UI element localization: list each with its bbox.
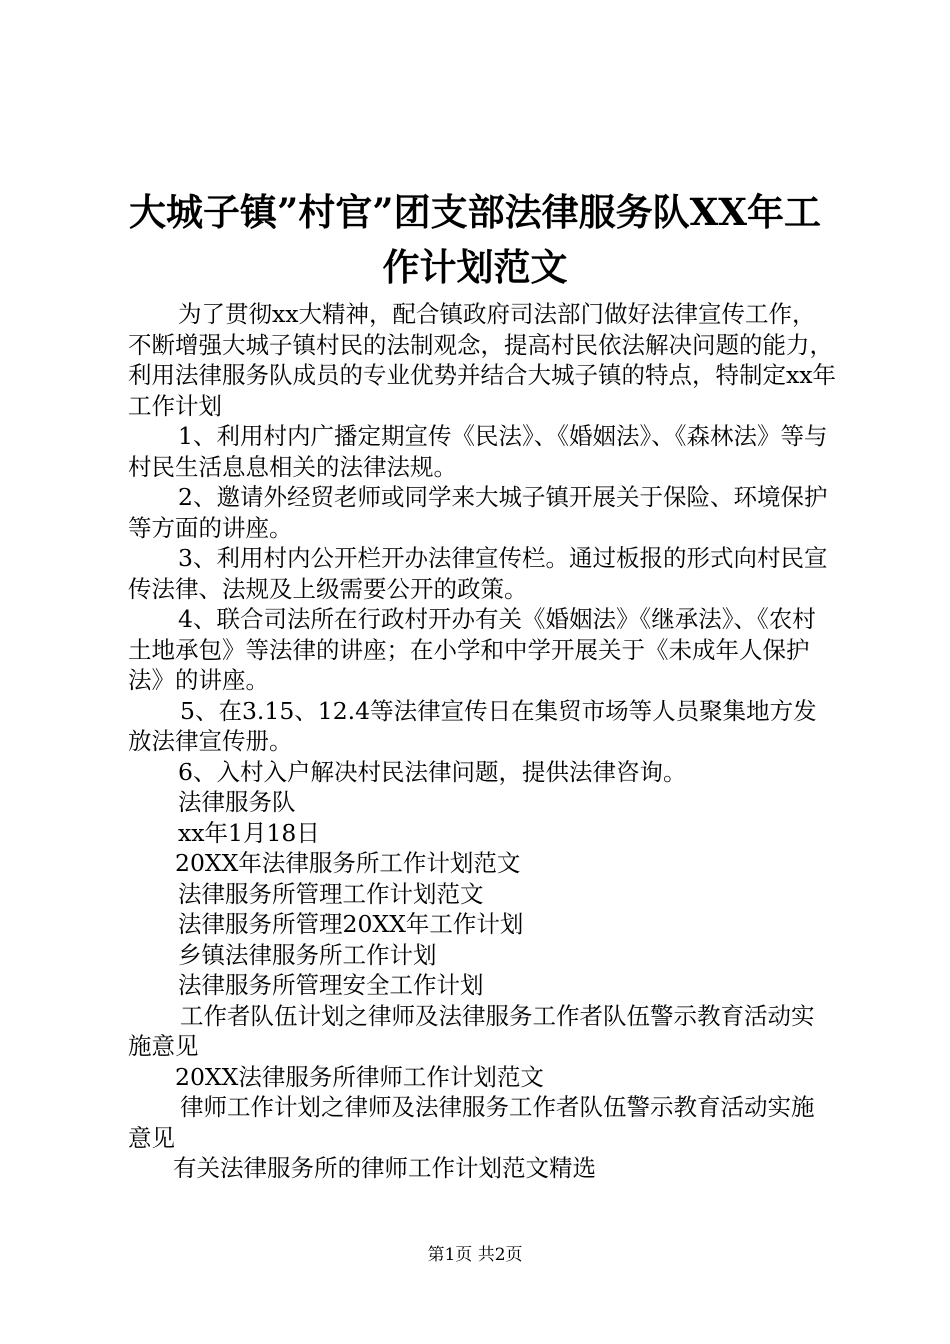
paragraph-item-6: 6、入村入户解决村民法律问题，提供法律咨询。	[178, 757, 687, 786]
signature-date: xx年1月18日	[178, 818, 320, 847]
paragraph-item-4: 4、联合司法所在行政村开办有关《婚姻法》《继承法》、《农村土地承包》等法律的讲座；在小学和中学开展关于《未成年人保护法》的讲座。	[128, 605, 816, 694]
document-title-line-1: 大城子镇”村官”团支部法律服务队XX年工	[129, 190, 821, 234]
paragraph-item-2: 2、邀请外经贸老师或同学来大城子镇开展关于保险、环境保护等方面的讲座。	[128, 483, 828, 542]
paragraph-item-1: 1、利用村内广播定期宣传《民法》、《婚姻法》、《森林法》等与村民生活息息相关的法律法规。	[128, 422, 828, 481]
paragraph-intro: 为了贯彻xx大精神，配合镇政府司法部门做好法律宣传工作，不断增强大城子镇村民的法制观念，提高村民依法解决问题的能力，利用法律服务队成员的专业优势并结合大城子镇的特点，特制定xx年工作计划	[128, 300, 837, 420]
signature-team: 法律服务队	[178, 788, 296, 816]
related-link-4: 乡镇法律服务所工作计划	[178, 940, 437, 969]
paragraph-item-3: 3、利用村内公开栏开办法律宣传栏。通过板报的形式向村民宣传法律、法规及上级需要公开的政策。	[128, 544, 828, 603]
page-number-footer: 第1页 共2页	[427, 1245, 523, 1265]
related-link-3: 法律服务所管理20XX年工作计划	[178, 910, 524, 938]
related-link-7: 20XX法律服务所律师工作计划范文	[175, 1062, 544, 1091]
document-title-line-2: 作计划范文	[382, 245, 568, 289]
document-body	[128, 299, 836, 1184]
related-link-6: 工作者队伍计划之律师及法律服务工作者队伍警示教育活动实施意见	[128, 1001, 815, 1060]
related-link-2: 法律服务所管理工作计划范文	[178, 879, 484, 908]
paragraph-item-5: 5、在3.15、12.4等法律宣传日在集贸市场等人员聚集地方发放法律宣传册。	[128, 696, 817, 755]
related-link-5: 法律服务所管理安全工作计划	[178, 971, 484, 999]
related-link-9: 有关法律服务所的律师工作计划范文精选	[173, 1154, 596, 1182]
related-link-1: 20XX年法律服务所工作计划范文	[175, 849, 521, 877]
related-link-8: 律师工作计划之律师及法律服务工作者队伍警示教育活动实施意见	[128, 1093, 815, 1152]
